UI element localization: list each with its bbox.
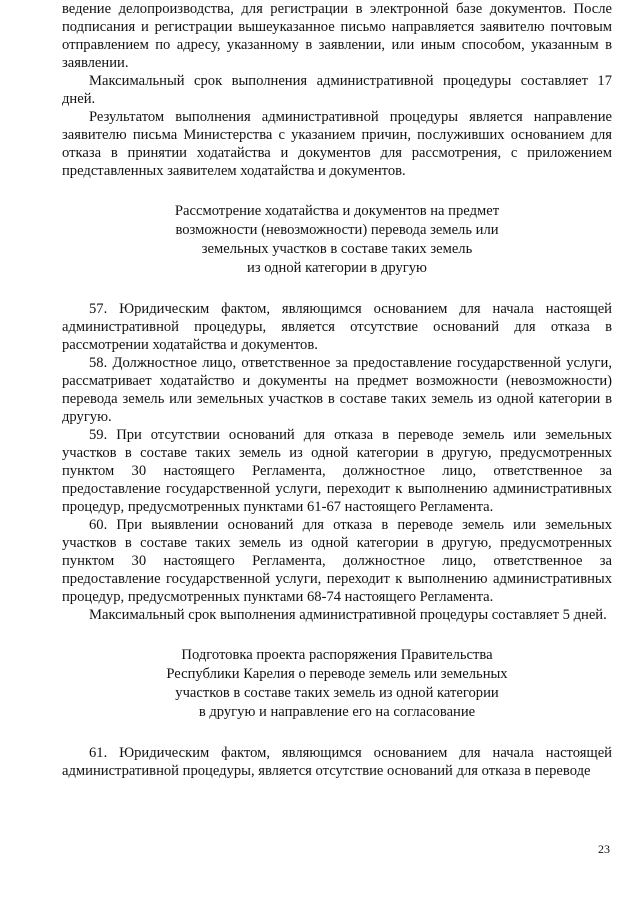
section-heading-review xyxy=(62,202,612,278)
paragraph-58: 58. Должностное лицо, ответственное за предоставление государственной услуги, рассматривает ходатайство и документы на предмет возможности (невозможности) перевода земель или земельных участков в составе таких земель из одной категории в другую. xyxy=(62,355,612,425)
heading-line: из одной категории в другую xyxy=(247,260,427,276)
paragraph-max-term-5: Максимальный срок выполнения административной процедуры составляет 5 дней. xyxy=(89,607,607,623)
heading-line: земельных участков в составе таких земель xyxy=(201,241,473,257)
paragraph-60: 60. При выявлении оснований для отказа в переводе земель или земельных участков в составе таких земель из одной категории в другую, предусмотренных пунктом 30 настоящего Регламента, должностное лицо, ответственное за предоставление государственной услуги, переходит к выполнению административных процедур, предусмотренных пунктами 68-74 настоящего Регламента. xyxy=(62,517,612,605)
paragraph-57: 57. Юридическим фактом, являющимся основанием для начала настоящей административной процедуры, является отсутствие оснований для отказа в рассмотрении ходатайства и документов. xyxy=(62,301,612,353)
paragraph-max-term-17: Максимальный срок выполнения административной процедуры составляет 17 дней. xyxy=(62,73,612,107)
heading-line: возможности (невозможности) перевода земель или xyxy=(175,222,499,238)
heading-line: участков в составе таких земель из одной категории xyxy=(175,685,499,701)
heading-line: Рассмотрение ходатайства и документов на предмет xyxy=(174,203,500,219)
document-page xyxy=(62,0,612,780)
paragraph-61: 61. Юридическим фактом, являющимся основанием для начала настоящей административной процедуры, является отсутствие оснований для отказа в переводе xyxy=(62,745,612,779)
heading-line: Подготовка проекта распоряжения Правительства xyxy=(181,647,493,663)
section-heading-draft-order xyxy=(62,646,612,722)
heading-line: в другую и направление его на согласование xyxy=(198,704,476,720)
heading-line: Республики Карелия о переводе земель или земельных xyxy=(166,666,508,682)
paragraph-continuation: ведение делопроизводства, для регистрации в электронной базе документов. После подписания и регистрации вышеуказанное письмо направляется заявителю почтовым отправлением по адресу, указанному в заявлении, или иным способом, указанным в заявлении. xyxy=(62,1,612,71)
paragraph-59: 59. При отсутствии оснований для отказа в переводе земель или земельных участков в составе таких земель из одной категории в другую, предусмотренных пунктом 30 настоящего Регламента, должностное лицо, ответственное за предоставление государственной услуги, переходит к выполнению административных процедур, предусмотренных пунктами 61-67 настоящего Регламента. xyxy=(62,427,612,515)
page-number: 23 xyxy=(598,842,610,856)
paragraph-result: Результатом выполнения административной процедуры является направление заявителю письма Министерства с указанием причин, послуживших основанием для отказа в принятии ходатайства и документов для рассмотрения, с приложением представленных заявителем ходатайства и документов. xyxy=(62,109,612,179)
